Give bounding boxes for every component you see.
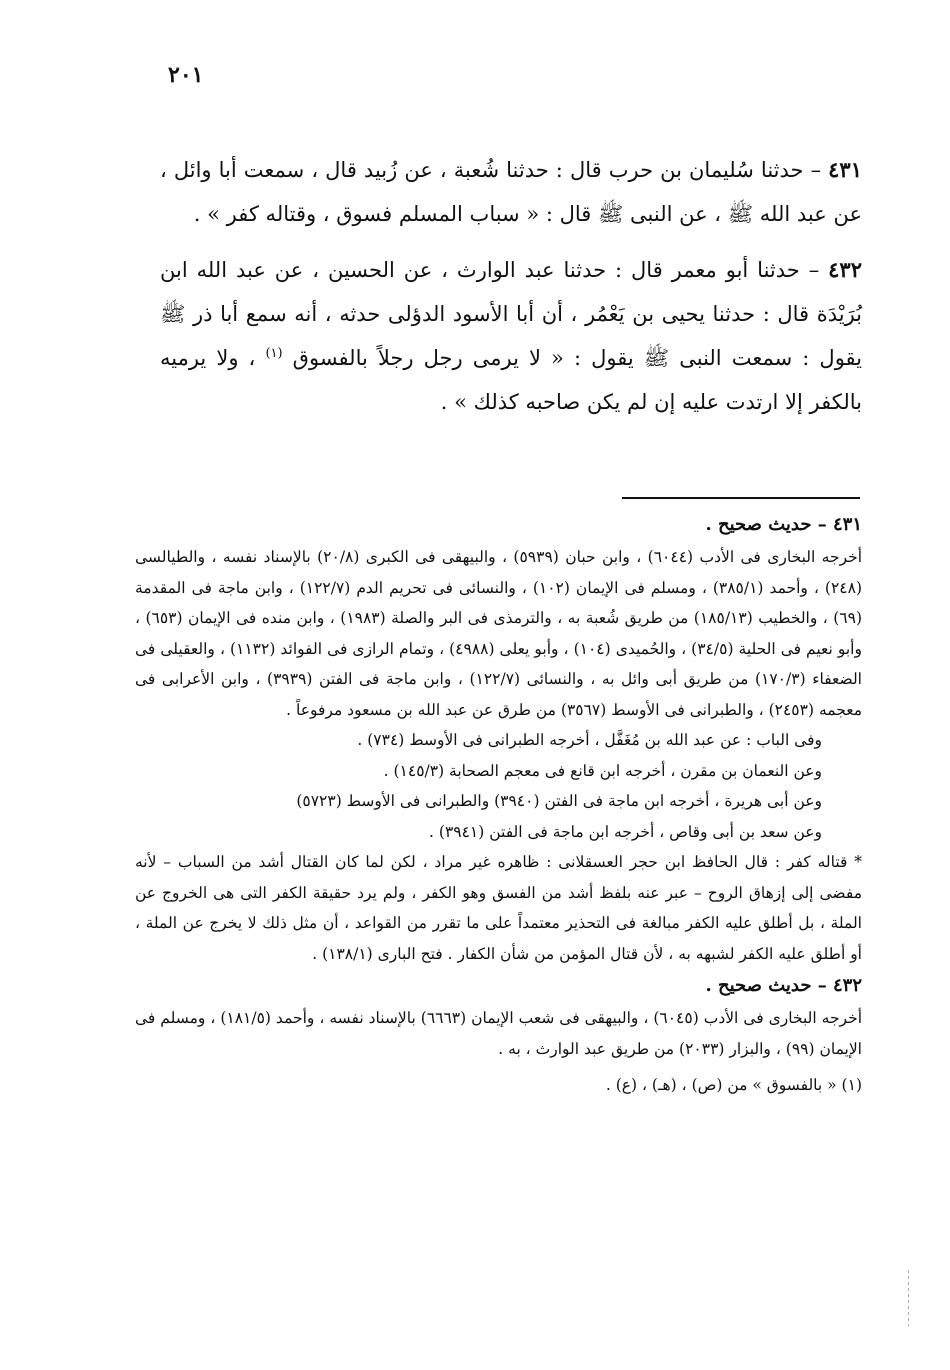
bab-line: وعن أبى هريرة ، أخرجه ابن ماجة فى الفتن (٣٩٤٠) والطبرانى فى الأوسط (٥٧٢٣)	[296, 792, 822, 810]
hadith-432	[160, 248, 862, 424]
page-number: ٢٠١	[168, 62, 204, 88]
commentary-431: * قتاله كفر : قال الحافظ ابن حجر العسقلانى : ظاهره غير مراد ، لكن لما كان القتال أشد من السباب – لأنه مفضى إلى إزهاق الروح – عبر عنه بلفظ أشد من الفسق وهو الكفر ، ولم يرد حقيقة الكفر التى هى الخروج عن الملة ، بل أطلق عليه الكفر مبالغة فى التحذير معتمداً على ما تقرر من القواعد ، أن مثل ذلك لا يخرج عن الملة ، أو أطلق عليه الكفر لشبهه به ، لأن قتال المؤمن من شأن الكفار . فتح البارى (١٣٨/١) .	[135, 853, 862, 963]
footnote: (١) « بالفسوق » من (ص) ، (هـ) ، (ع) .	[605, 1076, 862, 1094]
hadith-number: ٤٣١	[828, 157, 862, 182]
bab-line: وعن النعمان بن مقرن ، أخرجه ابن قانع فى معجم الصحابة (١٤٥/٣) .	[383, 761, 822, 780]
bab-line: وعن سعد بن أبى وقاص ، أخرجه ابن ماجة فى الفتن (٣٩٤١) .	[429, 822, 822, 841]
hadith-number: ٤٣٢	[828, 257, 862, 282]
margin-mark	[908, 1270, 909, 1326]
footnote-divider	[622, 497, 860, 499]
hadith-text: – حدثنا سُليمان بن حرب قال : حدثنا شُعبة ، عن زُبيد قال ، سمعت أبا وائل ، عن عبد الله ﷺ ، عن النبى ﷺ قال : « سباب المسلم فسوق ، وقتاله كفر » .	[160, 158, 862, 226]
bab-line: وفى الباب : عن عبد الله بن مُغَفَّل ، أخرجه الطبرانى فى الأوسط (٧٣٤) .	[357, 731, 822, 749]
takhrij-431: أخرجه البخارى فى الأدب (٦٠٤٤) ، وابن حبان (٥٩٣٩) ، والبيهقى فى الكبرى (٢٠/٨) بالإسناد نفسه ، والطيالسى (٢٤٨) ، وأحمد (٣٨٥/١) ، ومسلم فى الإيمان (١٠٢) ، والنسائى فى تحريم الدم (١٢٢/٧) ، وابن ماجة فى المقدمة (٦٩) ، والخطيب (١٨٥/١٣) من طريق شُعبة به ، والترمذى فى البر والصلة (١٩٨٣) ، وابن منده فى الإيمان (٦٥٣) ، وأبو نعيم فى الحلية (٣٤/٥) ، والحُميدى (١٠٤) ، وأبو يعلى (٤٩٨٨) ، وتمام الرازى فى الفوائد (١١٣٢) ، والعقيلى فى الضعفاء (١٧٠/٣) من طريق أبى وائل به ، والنسائى (١٢٢/٧) ، وابن ماجة فى الفتن (٣٩٣٩) ، وابن الأعرابى فى معجمه (٢٤٥٣) ، والطبرانى فى الأوسط (٣٥٦٧) من طرق عن عبد الله بن مسعود مرفوعاً .	[135, 548, 863, 719]
grade-431: ٤٣١ – حديث صحيح .	[705, 514, 862, 535]
hadith-text: – حدثنا أبو معمر قال : حدثنا عبد الوارث ، عن الحسين ، عن عبد الله ابن بُرَيْدَة قال : حدثنا يحيى بن يَعْمُر ، أن أبا الأسود الدؤلى حدثه ، أنه سمع أبا ذر ﷺ يقول : سمعت النبى ﷺ يقول : « لا يرمى رجل رجلاً بالفسوق	[160, 258, 863, 370]
main-text	[160, 148, 862, 436]
hadith-431	[160, 148, 862, 236]
footnote-marker: (١)	[265, 346, 283, 361]
notes-section	[135, 508, 862, 1101]
grade-432: ٤٣٢ – حديث صحيح .	[705, 975, 862, 996]
hadith-text-continued: ، ولا يرميه بالكفر إلا ارتدت عليه إن لم يكن صاحبه كذلك » .	[160, 346, 862, 414]
takhrij-432: أخرجه البخارى فى الأدب (٦٠٤٥) ، والبيهقى فى شعب الإيمان (٦٦٦٣) بالإسناد نفسه ، وأحمد (١٨١/٥) ، ومسلم فى الإيمان (٩٩) ، والبزار (٢٠٣٣) من طريق عبد الوارث ، به .	[135, 1009, 862, 1058]
